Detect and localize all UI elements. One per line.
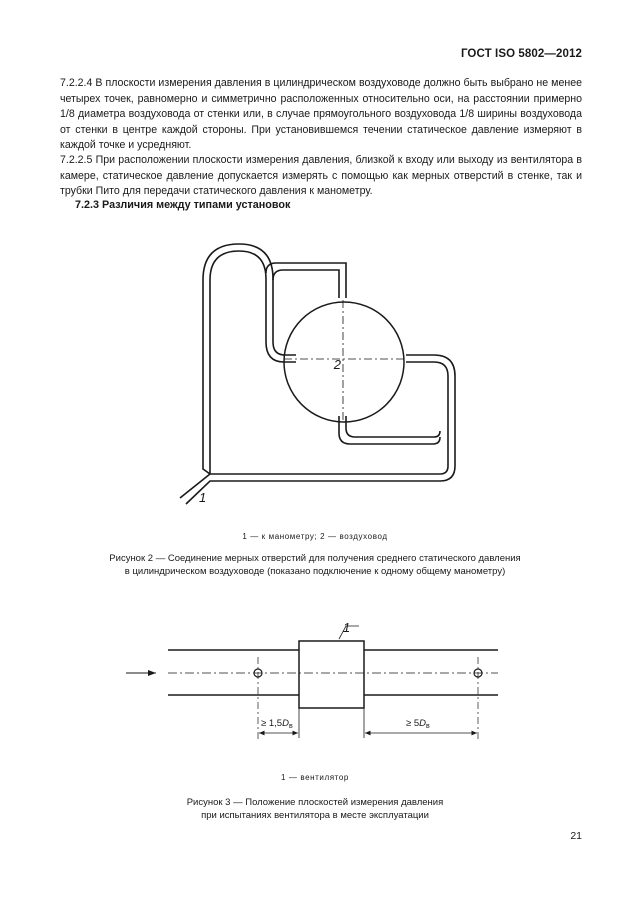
duct-circle bbox=[284, 302, 404, 422]
dimension-left-label: ≥ $1,5D_в$ bbox=[261, 718, 293, 730]
figure-3-caption bbox=[0, 797, 630, 822]
figure-3-drawing bbox=[118, 612, 518, 747]
figure-3-legend: 1 — вентилятор bbox=[281, 773, 349, 782]
figure-2-label-2: 2 bbox=[333, 357, 341, 372]
figure-3-caption-line-1: Рисунок 3 — Положение плоскостей измерения давления bbox=[186, 797, 444, 808]
figure-2-label-1: 1 bbox=[199, 490, 207, 505]
paragraph-7-2-2-4: 7.2.2.4 В плоскости измерения давления в цилиндрическом воздуховоде должно быть выбрано не менее четырех точек, равномерно и симметрично расположенных относительно оси, на расстоянии примерно 1/8 диаметра воздуховода от стенки или, в случае прямоугольного воздуховода 1/8 ширины воздуховода от стенки в центре каждой стороны. При установившемся течении статическое давление измеряют в каждой точке и усредняют. bbox=[60, 77, 582, 152]
figure-3-caption-line-2: при испытаниях вентилятора в месте эксплуатации bbox=[201, 809, 429, 821]
fan-box bbox=[299, 641, 364, 708]
manometer-tube-left bbox=[203, 244, 296, 474]
manometer-tube-bottom bbox=[339, 416, 440, 444]
figure-3-label-1: 1 bbox=[343, 620, 351, 635]
paragraph-7-2-2-5: 7.2.2.5 При расположении плоскости измерения давления, близкой к входу или выходу из вентилятора в камере, статическое давление допускается измерять с помощью как мерных отверстий в стенке, так и трубки Пито для передачи статического давления к манометру. bbox=[60, 154, 582, 198]
section-heading: 7.2.3 Различия между типами установок bbox=[75, 199, 291, 211]
page-number: 21 bbox=[570, 830, 582, 842]
manometer-tube-top bbox=[266, 263, 346, 298]
figure-2-caption-line-2: в цилиндрическом воздуховоде (показано подключение к одному общему манометру) bbox=[124, 565, 506, 577]
figure-2-legend: 1 — к манометру; 2 — воздуховод bbox=[242, 532, 388, 541]
figure-2-caption bbox=[0, 553, 630, 578]
figure-2-caption-line-1: Рисунок 2 — Соединение мерных отверстий для получения среднего статического давления bbox=[109, 553, 521, 564]
dimension-right-label: ≥ $5D_в$ bbox=[406, 718, 430, 730]
document-header: ГОСТ ISO 5802—2012 bbox=[460, 48, 582, 60]
figure-2-drawing bbox=[168, 238, 468, 528]
manometer-tube-outer bbox=[180, 355, 455, 504]
